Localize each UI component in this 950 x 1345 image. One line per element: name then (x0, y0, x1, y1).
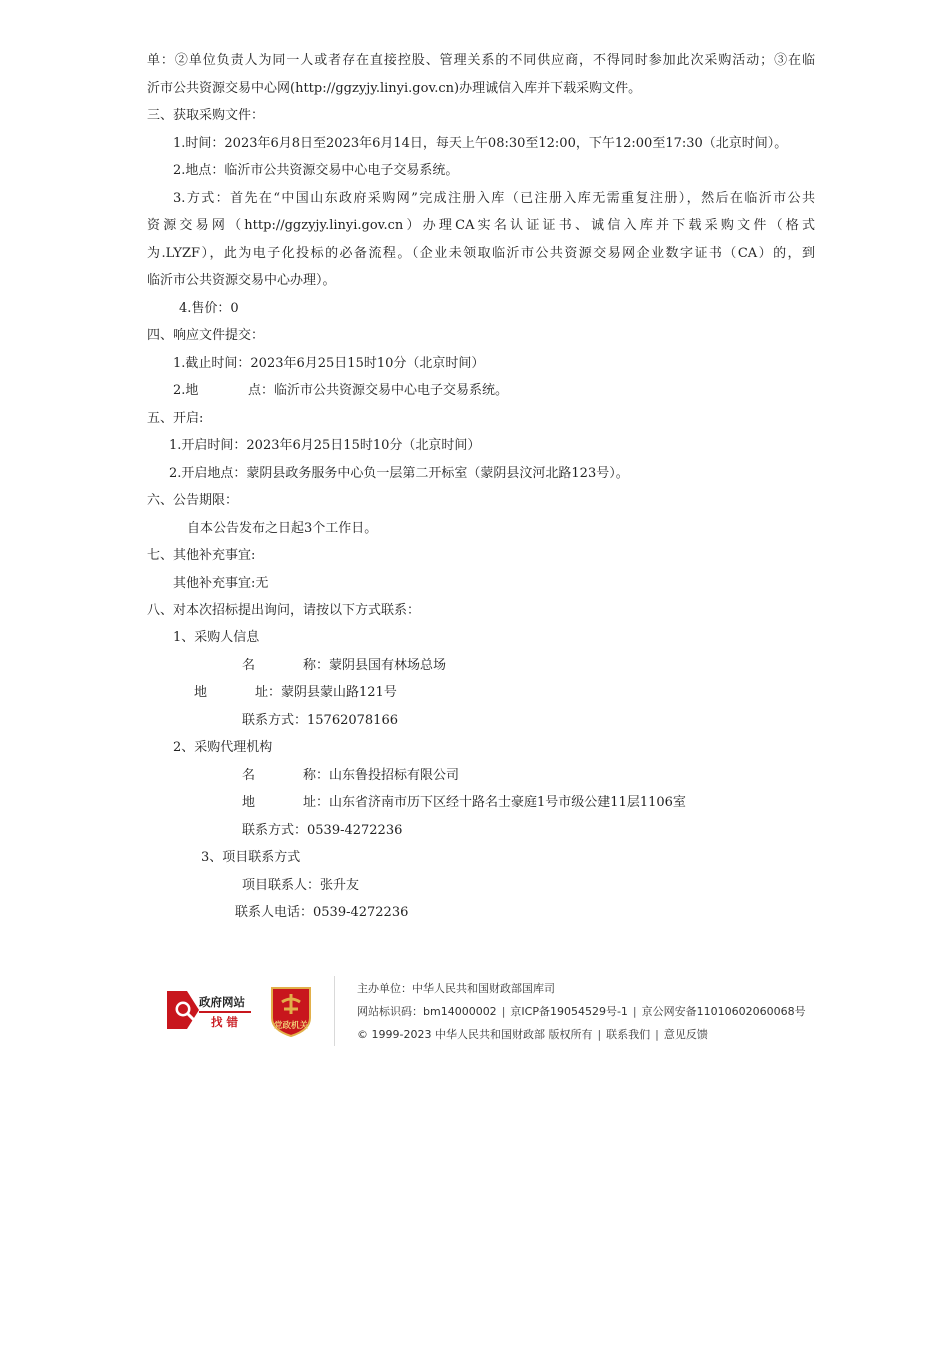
text-line: 自本公告发布之日起3个工作日。 (187, 521, 378, 536)
logo-underline (199, 1011, 251, 1013)
section-heading-8: 八、对本次招标提出询问，请按以下方式联系： (147, 603, 421, 618)
subheading: 3、项目联系方式 (201, 850, 301, 865)
text-line: 址：蒙阴县蒙山路121号 (255, 685, 397, 700)
site-error-report-logo[interactable] (167, 990, 255, 1030)
magnifier-flag-icon (167, 990, 203, 1030)
text-line: 1.开启时间：2023年6月25日15时10分（北京时间） (169, 438, 481, 453)
text-line: 址：山东省济南市历下区经十路名士豪庭1号市级公建11层1106室 (303, 795, 686, 810)
text-line: 地 (242, 795, 256, 810)
section-heading-3: 三、获取采购文件： (147, 108, 265, 123)
paragraph-line: 沂市公共资源交易中心网(http://ggzyjy.linyi.gov.cn)办理诚信入库并下载采购文件。 (147, 81, 642, 96)
paragraph-line: 单：②单位负责人为同一人或者存在直接控股、管理关系的不同供应商，不得同时参加此次采购活动；③在临 (147, 53, 815, 68)
text-line: 名 (242, 768, 256, 783)
site-id: 网站标识码：bm14000002 (357, 1005, 497, 1018)
text-line: 项目联系人：张升友 (242, 878, 360, 893)
text-line: 称：蒙阴县国有林场总场 (303, 658, 447, 673)
text-line: 为.LYZF），此为电子化投标的必备流程。（企业未领取临沂市公共资源交易网企业数字证书（CA）的，到 (147, 246, 815, 261)
text-line: 4.售价：0 (179, 301, 239, 316)
subheading: 2、采购代理机构 (173, 740, 273, 755)
party-government-badge[interactable] (268, 984, 314, 1038)
text-line: 2.地点：临沂市公共资源交易中心电子交易系统。 (173, 163, 459, 178)
subheading: 1、采购人信息 (173, 630, 260, 645)
footer-copyright-row (357, 1028, 708, 1042)
separator: | (655, 1028, 659, 1041)
text-line: 1.时间：2023年6月8日至2023年6月14日，每天上午08:30至12:00，下午12:00至17:30（北京时间）。 (173, 136, 788, 151)
separator: | (597, 1028, 602, 1041)
text-line: 联系人电话：0539-4272236 (235, 905, 409, 920)
section-heading-5: 五、开启: (147, 411, 204, 426)
text-line: 联系方式：15762078166 (242, 713, 398, 728)
logo-text-top: 政府网站 (199, 995, 245, 1009)
footer-host: 主办单位：中华人民共和国财政部国库司 (357, 982, 555, 995)
feedback-link[interactable]: 意见反馈 (663, 1028, 708, 1041)
police-record-link[interactable]: 京公网安备11010602060068号 (641, 1005, 806, 1018)
text-line: 名 (242, 658, 256, 673)
section-heading-7: 七、其他补充事宜: (147, 548, 256, 563)
separator: | (632, 1005, 637, 1018)
footer-divider (334, 976, 335, 1046)
text-line: 称：山东鲁投招标有限公司 (303, 768, 460, 783)
text-line: 2.开启地点：蒙阴县政务服务中心负一层第二开标室（蒙阴县汶河北路123号）。 (169, 466, 629, 481)
text-line: 2.地 (173, 383, 199, 398)
icp-link[interactable]: 京ICP备19054529号-1 (510, 1005, 628, 1018)
text-line: 1.截止时间：2023年6月25日15时10分（北京时间） (173, 356, 485, 371)
text-line: 联系方式：0539-4272236 (242, 823, 403, 838)
text-line: 点：临沂市公共资源交易中心电子交易系统。 (248, 383, 509, 398)
section-heading-4: 四、响应文件提交： (147, 328, 265, 343)
text-line: 其他补充事宜:无 (173, 576, 269, 591)
contact-us-link[interactable]: 联系我们 (606, 1028, 651, 1041)
text-line: 3.方式：首先在“中国山东政府采购网”完成注册入库（已注册入库无需重复注册），然后在临沂市公共 (173, 191, 815, 206)
separator: | (501, 1005, 506, 1018)
copyright-text: © 1999-2023 中华人民共和国财政部 版权所有 (357, 1028, 593, 1041)
section-heading-6: 六、公告期限： (147, 493, 239, 508)
text-line: 资源交易网（http://ggzyjy.linyi.gov.cn）办理CA实名认证证书、诚信入库并下载采购文件（格式 (147, 218, 815, 233)
logo-text-bottom: 找 错 (211, 1015, 239, 1029)
badge-text: 党政机关 (273, 1021, 308, 1031)
text-line: 临沂市公共资源交易中心办理）。 (147, 273, 336, 288)
text-line: 地 (194, 685, 208, 700)
footer-registration-row (357, 1005, 806, 1019)
